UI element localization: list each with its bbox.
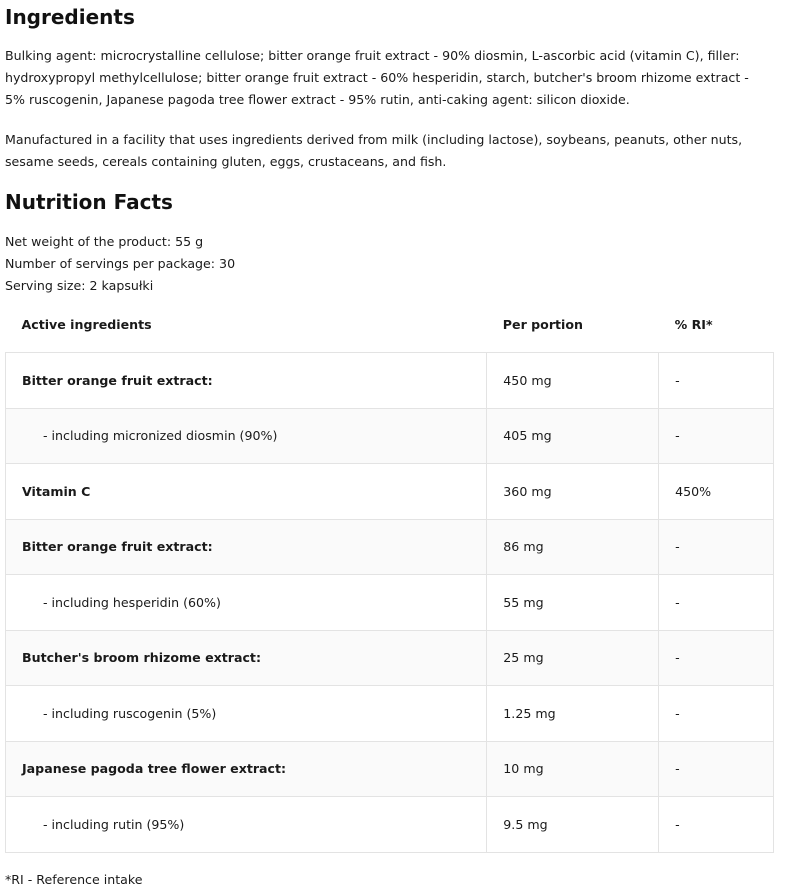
nutrition-facts-heading: Nutrition Facts: [5, 190, 173, 214]
product-facts: [5, 231, 765, 297]
ingredients-text: Bulking agent: microcrystalline cellulose; bitter orange fruit extract - 90% diosmin, L-ascorbic acid (vitamin C), filler: hydroxypropyl methylcellulose; bitter orange fruit extract - 60% hesperidin, starch, butcher's broom rhizome extract - 5% ruscogenin, Japanese pagoda tree flower extract - 95% rutin, anti-caking agent: silicon dioxide.: [5, 48, 749, 107]
header-per-portion: Per portion: [502, 317, 583, 332]
ingredient-name-cell: - including rutin (95%): [6, 797, 487, 853]
table-row: [6, 797, 774, 853]
per-portion-cell: 10 mg: [487, 741, 659, 797]
table-header-row: [6, 297, 774, 353]
serving-size: Serving size: 2 kapsułki: [5, 278, 154, 293]
ri-cell: -: [659, 408, 774, 464]
header-ri: % RI*: [674, 317, 713, 332]
ri-cell: 450%: [659, 464, 774, 520]
net-weight: Net weight of the product: 55 g: [5, 234, 204, 249]
ri-cell: -: [659, 686, 774, 742]
table-row: [6, 741, 774, 797]
table-row: [6, 630, 774, 686]
ri-cell: -: [659, 575, 774, 631]
per-portion-cell: 450 mg: [487, 353, 659, 409]
ingredients-heading: Ingredients: [5, 5, 135, 29]
table-row: [6, 464, 774, 520]
allergen-text: Manufactured in a facility that uses ingredients derived from milk (including lactose), soybeans, peanuts, other nuts, sesame seeds, cereals containing gluten, eggs, crustaceans, and fish.: [5, 132, 743, 169]
table-row: [6, 408, 774, 464]
ingredient-name-cell: Japanese pagoda tree flower extract:: [6, 741, 487, 797]
ri-cell: -: [659, 353, 774, 409]
per-portion-cell: 1.25 mg: [487, 686, 659, 742]
ri-cell: -: [659, 519, 774, 575]
per-portion-cell: 86 mg: [487, 519, 659, 575]
per-portion-cell: 55 mg: [487, 575, 659, 631]
table-row: [6, 519, 774, 575]
per-portion-cell: 25 mg: [487, 630, 659, 686]
ingredient-name-cell: - including hesperidin (60%): [6, 575, 487, 631]
header-active-ingredients: Active ingredients: [21, 317, 152, 332]
per-portion-cell: 405 mg: [487, 408, 659, 464]
ri-cell: -: [659, 797, 774, 853]
per-portion-cell: 9.5 mg: [487, 797, 659, 853]
ingredient-name-cell: Bitter orange fruit extract:: [6, 519, 487, 575]
servings-per-package: Number of servings per package: 30: [5, 256, 236, 271]
table-row: [6, 353, 774, 409]
ri-footnote: *RI - Reference intake: [5, 872, 143, 887]
ingredient-name-cell: Bitter orange fruit extract:: [6, 353, 487, 409]
table-row: [6, 575, 774, 631]
table-body: [6, 353, 774, 853]
table-row: [6, 686, 774, 742]
ri-cell: -: [659, 741, 774, 797]
ri-cell: -: [659, 630, 774, 686]
per-portion-cell: 360 mg: [487, 464, 659, 520]
ingredient-name-cell: Butcher's broom rhizome extract:: [6, 630, 487, 686]
ingredient-name-cell: - including micronized diosmin (90%): [6, 408, 487, 464]
ingredient-name-cell: Vitamin C: [6, 464, 487, 520]
nutrition-table: [5, 297, 774, 853]
ingredient-name-cell: - including ruscogenin (5%): [6, 686, 487, 742]
